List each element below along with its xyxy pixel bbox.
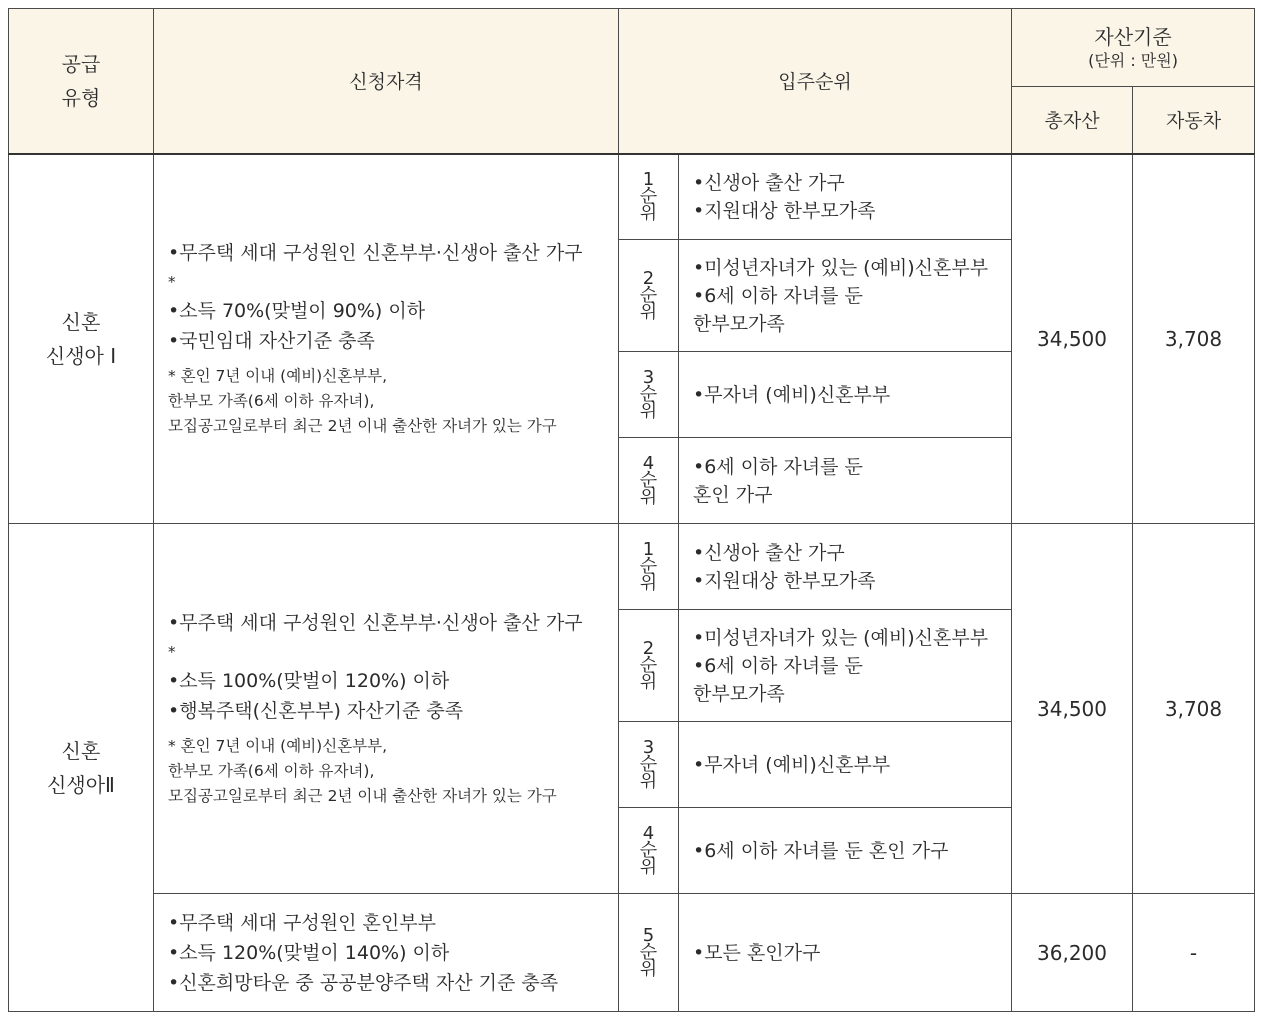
priority-item: •6세 이하 자녀를 둔	[693, 455, 863, 478]
rank-label: 3 순 위	[619, 722, 679, 808]
housing-supply-table	[8, 8, 1255, 1012]
qualification-star: *	[168, 643, 176, 661]
qualification-note	[168, 364, 610, 439]
header-asset-title: 자산기준	[1094, 24, 1172, 49]
note-line: 한부모 가족(6세 이하 유자녀),	[168, 762, 375, 780]
priority-cell	[679, 610, 1012, 722]
priority-cell	[679, 808, 1012, 894]
rank-label: 1 순 위	[619, 154, 679, 240]
priority-cell	[679, 722, 1012, 808]
priority-item: •6세 이하 자녀를 둔 혼인 가구	[693, 839, 949, 862]
priority-item: •신생아 출산 가구	[693, 171, 845, 194]
qualification-cell	[154, 524, 619, 894]
qualification-star: *	[168, 273, 176, 292]
header-supply-type-line1: 공급	[61, 51, 101, 76]
rank-label: 4 순 위	[619, 808, 679, 894]
header-total-assets: 총자산	[1012, 87, 1133, 154]
rank-label: 1 순 위	[619, 524, 679, 610]
qualification-cell	[154, 894, 619, 1012]
rank-label: 4 순 위	[619, 438, 679, 524]
priority-item: •지원대상 한부모가족	[693, 199, 876, 222]
supply-type-line: 신혼	[61, 738, 101, 763]
qualification-item: •소득 120%(맞벌이 140%) 이하	[168, 941, 450, 964]
qualification-item: •무주택 세대 구성원인 혼인부부	[168, 911, 436, 934]
table-row	[9, 894, 1255, 1012]
priority-item: •6세 이하 자녀를 둔	[693, 284, 863, 307]
rank-label: 2 순 위	[619, 610, 679, 722]
priority-item: 혼인 가구	[693, 483, 773, 506]
priority-cell	[679, 524, 1012, 610]
qualification-item: •소득 100%(맞벌이 120%) 이하	[168, 670, 450, 692]
total-assets-value: 34,500	[1012, 154, 1133, 524]
car-value: 3,708	[1133, 524, 1255, 894]
priority-cell	[679, 352, 1012, 438]
qualification-item: •행복주택(신혼부부) 자산기준 충족	[168, 700, 464, 722]
header-qualification: 신청자격	[154, 9, 619, 154]
table-row	[9, 154, 1255, 240]
total-assets-value: 36,200	[1012, 894, 1133, 1012]
supply-type-cell	[9, 154, 154, 524]
qualification-item: •소득 70%(맞벌이 90%) 이하	[168, 300, 426, 323]
header-asset-unit: (단위 : 만원)	[1088, 50, 1178, 70]
car-value: -	[1133, 894, 1255, 1012]
supply-type-line: 신혼	[61, 309, 101, 334]
priority-cell	[679, 894, 1012, 1012]
priority-cell	[679, 154, 1012, 240]
rank-label: 5 순 위	[619, 894, 679, 1012]
priority-item: •미성년자녀가 있는 (예비)신혼부부	[693, 256, 989, 279]
note-line: 모집공고일로부터 최근 2년 이내 출산한 자녀가 있는 가구	[168, 787, 557, 805]
car-value: 3,708	[1133, 154, 1255, 524]
note-line: 모집공고일로부터 최근 2년 이내 출산한 자녀가 있는 가구	[168, 417, 557, 436]
supply-type-line: 신생아Ⅱ	[47, 772, 115, 797]
priority-item: •신생아 출산 가구	[693, 541, 845, 564]
note-line: * 혼인 7년 이내 (예비)신혼부부,	[168, 737, 388, 755]
rank-label: 2 순 위	[619, 240, 679, 352]
priority-cell	[679, 438, 1012, 524]
priority-cell	[679, 240, 1012, 352]
note-line: 한부모 가족(6세 이하 유자녀),	[168, 392, 375, 411]
header-car: 자동차	[1133, 87, 1255, 154]
priority-item: •6세 이하 자녀를 둔	[693, 654, 863, 677]
table-row	[9, 524, 1255, 610]
total-assets-value: 34,500	[1012, 524, 1133, 894]
qualification-cell	[154, 154, 619, 524]
qualification-item: •무주택 세대 구성원인 신혼부부·신생아 출산 가구	[168, 242, 583, 265]
qualification-item: •국민임대 자산기준 충족	[168, 330, 375, 353]
priority-item: •지원대상 한부모가족	[693, 569, 876, 592]
supply-type-cell	[9, 524, 154, 1012]
header-priority: 입주순위	[619, 9, 1012, 154]
header-supply-type	[9, 9, 154, 154]
note-line: * 혼인 7년 이내 (예비)신혼부부,	[168, 367, 388, 386]
priority-item: •모든 혼인가구	[693, 941, 821, 964]
qualification-item: •무주택 세대 구성원인 신혼부부·신생아 출산 가구	[168, 612, 583, 634]
priority-item: 한부모가족	[693, 682, 785, 705]
supply-type-line: 신생아 Ⅰ	[45, 343, 117, 368]
priority-item: 한부모가족	[693, 312, 785, 335]
qualification-item: •신혼희망타운 중 공공분양주택 자산 기준 충족	[168, 971, 559, 994]
header-asset-criteria	[1012, 9, 1255, 87]
rank-label: 3 순 위	[619, 352, 679, 438]
qualification-note	[168, 734, 610, 809]
table-wrapper	[8, 8, 1255, 1012]
header-supply-type-line2: 유형	[61, 85, 101, 110]
priority-item: •무자녀 (예비)신혼부부	[693, 383, 891, 406]
priority-item: •무자녀 (예비)신혼부부	[693, 753, 891, 776]
priority-item: •미성년자녀가 있는 (예비)신혼부부	[693, 626, 989, 649]
